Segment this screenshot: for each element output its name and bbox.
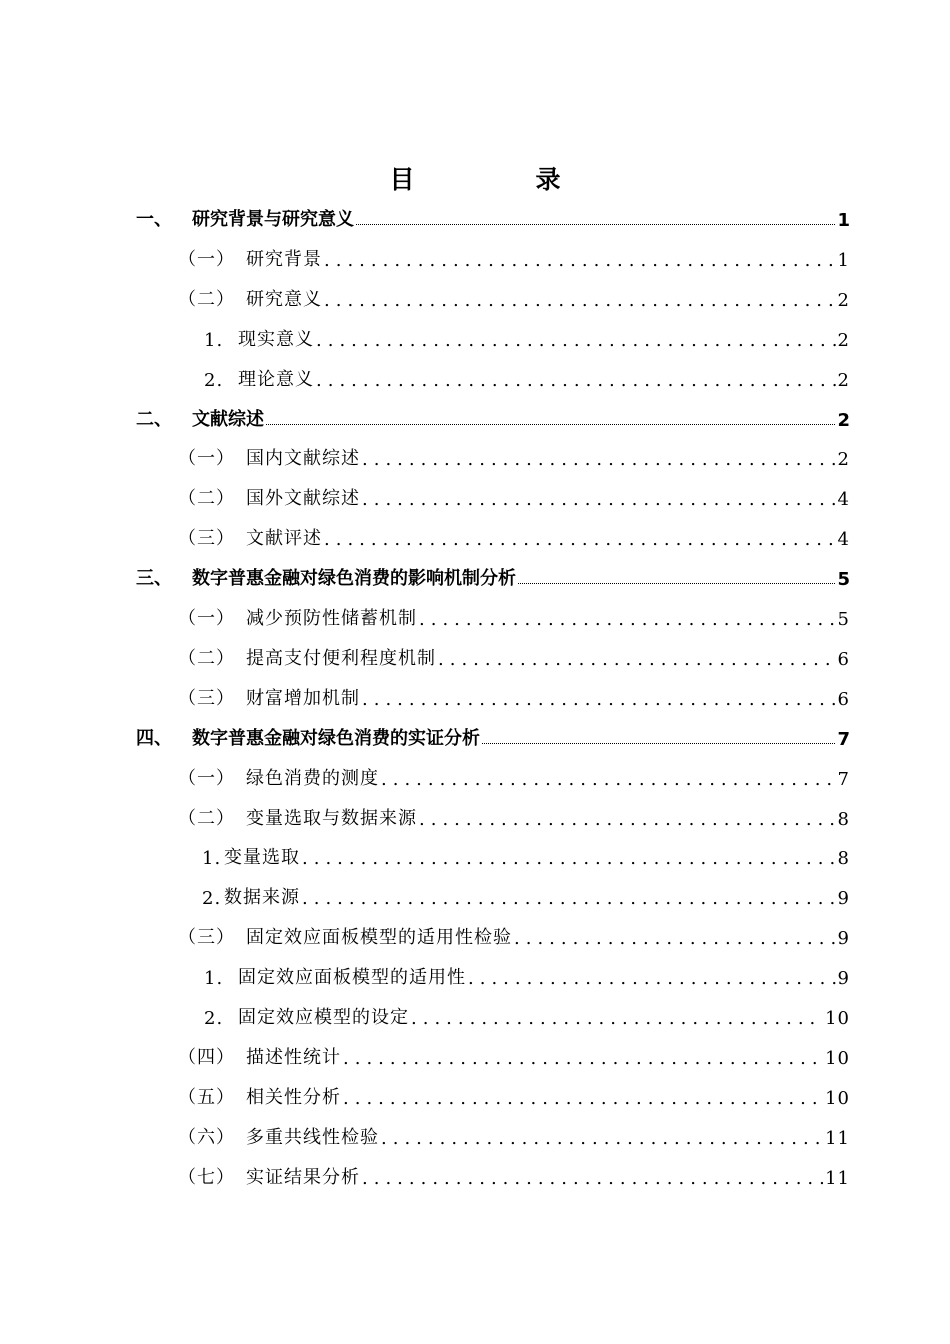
toc-entry-number: 1. (204, 329, 224, 351)
toc-entry-title: 提高支付便利程度机制 (246, 647, 436, 669)
toc-entry-title: 数字普惠金融对绿色消费的实证分析 (192, 727, 480, 749)
toc-entry-number: （一） (178, 608, 235, 629)
toc-dot-leader (419, 609, 836, 630)
toc-entry-page: 10 (825, 1008, 850, 1029)
toc-entry-page: 1 (837, 249, 850, 271)
toc-entry[interactable] (202, 841, 850, 869)
toc-entry-page: 2 (837, 289, 850, 311)
toc-entry-number: （四） (178, 1046, 235, 1068)
toc-entry-page: 7 (837, 728, 850, 750)
toc-dot-leader (362, 689, 836, 710)
toc-entry[interactable] (202, 881, 850, 909)
toc-dot-leader (438, 649, 836, 670)
toc-entry-number: （五） (178, 1086, 235, 1108)
toc-entry-page: 5 (837, 609, 850, 630)
toc-entry-page: 2 (837, 369, 850, 391)
toc-entry[interactable] (204, 1001, 850, 1029)
toc-entry-title: 相关性分析 (246, 1086, 341, 1108)
toc-entry-number: （一） (178, 767, 235, 789)
toc-dot-leader (302, 848, 836, 869)
toc-entry-title: 研究背景与研究意义 (192, 209, 354, 230)
toc-entry[interactable] (178, 762, 850, 790)
toc-entry-page: 9 (837, 928, 850, 950)
toc-entry[interactable] (136, 203, 850, 231)
toc-entry-number: （二） (178, 807, 235, 829)
toc-entry-title: 数字普惠金融对绿色消费的影响机制分析 (192, 568, 516, 590)
toc-entry[interactable] (136, 403, 850, 431)
toc-entry-title: 数据来源 (224, 887, 300, 909)
toc-entry[interactable] (178, 482, 850, 510)
toc-entry-page: 8 (837, 808, 850, 830)
toc-dot-leader (324, 250, 836, 271)
toc-dot-leader (356, 224, 835, 225)
toc-entry[interactable] (178, 602, 850, 630)
toc-dot-leader (324, 529, 836, 550)
toc-entry[interactable] (178, 1161, 850, 1189)
toc-dot-leader (316, 330, 836, 351)
toc-entry-title: 描述性统计 (246, 1046, 341, 1068)
page-title: 目 录 (389, 165, 609, 194)
toc-entry-page: 2 (837, 409, 850, 431)
toc-entry-title: 现实意义 (238, 328, 314, 350)
toc-dot-leader (343, 1048, 823, 1069)
toc-entry-number: （二） (178, 288, 235, 310)
toc-entry-page: 2 (837, 449, 850, 471)
toc-entry-page: 10 (825, 1047, 850, 1069)
toc-entry-title: 减少预防性储蓄机制 (246, 608, 417, 629)
toc-entry-number: （一） (178, 248, 235, 270)
toc-dot-leader (411, 1008, 823, 1029)
toc-entry-number: 2. (202, 888, 222, 910)
toc-entry-title: 固定效应模型的设定 (238, 1007, 409, 1028)
toc-entry-title: 国外文献综述 (246, 488, 360, 510)
toc-dot-leader (302, 888, 836, 909)
toc-entry-page: 5 (837, 569, 850, 591)
toc-entry-number: 二、 (136, 408, 172, 430)
toc-entry-title: 绿色消费的测度 (246, 767, 379, 789)
toc-entry-page: 9 (837, 888, 850, 910)
toc-entry-title: 实证结果分析 (246, 1166, 360, 1188)
toc-entry-number: （三） (178, 528, 235, 550)
toc-entry-number: （三） (178, 687, 235, 709)
toc-entry[interactable] (178, 642, 850, 670)
toc-entry-page: 11 (825, 1167, 850, 1189)
toc-entry-title: 文献评述 (246, 528, 322, 550)
toc-entry-number: 2. (204, 1008, 224, 1029)
toc-entry[interactable] (136, 722, 850, 750)
toc-entry-number: 四、 (136, 727, 172, 749)
toc-entry-title: 变量选取与数据来源 (246, 807, 417, 829)
toc-entry[interactable] (178, 522, 850, 550)
toc-entry-number: （二） (178, 647, 235, 669)
toc-entry[interactable] (204, 323, 850, 351)
toc-entry-number: 1. (204, 968, 224, 990)
toc-entry-title: 研究意义 (246, 288, 322, 310)
toc-entry-page: 6 (837, 688, 850, 710)
toc-entry-number: 一、 (136, 209, 172, 230)
toc-entry-page: 1 (837, 210, 850, 231)
toc-entry-number: 三、 (136, 568, 172, 590)
toc-entry-page: 10 (825, 1087, 850, 1109)
toc-dot-leader (514, 928, 836, 949)
toc-entry-number: （三） (178, 927, 235, 949)
toc-entry[interactable] (178, 682, 850, 710)
toc-entry[interactable] (136, 562, 850, 590)
toc-entry-number: 2. (204, 369, 224, 391)
toc-dot-leader (324, 290, 836, 311)
toc-entry[interactable] (204, 961, 850, 989)
toc-entry-page: 4 (837, 529, 850, 551)
toc-dot-leader (343, 1088, 823, 1109)
toc-entry[interactable] (178, 442, 850, 470)
toc-entry-page: 4 (837, 489, 850, 511)
toc-entry[interactable] (178, 243, 850, 271)
toc-entry-page: 11 (825, 1127, 850, 1149)
toc-dot-leader (381, 1128, 823, 1149)
toc-entry-page: 2 (837, 329, 850, 351)
toc-dot-leader (419, 809, 836, 830)
toc-entry[interactable] (178, 921, 850, 949)
toc-dot-leader (482, 743, 835, 744)
toc-entry-page: 9 (837, 968, 850, 990)
toc-entry-number: （七） (178, 1166, 235, 1188)
toc-entry[interactable] (178, 1081, 850, 1109)
toc-dot-leader (381, 769, 836, 790)
toc-entry-number: （六） (178, 1126, 235, 1148)
toc-entry[interactable] (178, 1041, 850, 1069)
toc-dot-leader (518, 583, 835, 584)
toc-entry-title: 固定效应面板模型的适用性检验 (246, 927, 512, 949)
toc-entry-title: 理论意义 (238, 368, 314, 390)
toc-dot-leader (362, 1168, 823, 1189)
toc-entry[interactable] (178, 802, 850, 830)
toc-entry[interactable] (178, 1121, 850, 1149)
toc-entry-number: （一） (178, 448, 235, 470)
toc-entry-number: 1. (202, 848, 222, 870)
toc-entry-title: 研究背景 (246, 248, 322, 270)
toc-entry-title: 文献综述 (192, 408, 264, 430)
toc-entry[interactable] (178, 283, 850, 311)
toc-dot-leader (468, 968, 836, 989)
toc-entry-title: 财富增加机制 (246, 687, 360, 709)
toc-dot-leader (362, 489, 836, 510)
toc-entry-title: 固定效应面板模型的适用性 (238, 967, 466, 989)
toc-dot-leader (362, 449, 836, 470)
toc-entry-title: 变量选取 (224, 847, 300, 869)
toc-entry-page: 6 (837, 648, 850, 670)
toc-entry-number: （二） (178, 488, 235, 510)
toc-dot-leader (316, 370, 836, 391)
toc-entry[interactable] (204, 363, 850, 391)
toc-dot-leader (266, 424, 835, 425)
toc-entry-page: 8 (837, 848, 850, 870)
toc-entry-title: 国内文献综述 (246, 448, 360, 470)
toc-entry-title: 多重共线性检验 (246, 1126, 379, 1148)
toc-entry-page: 7 (837, 768, 850, 790)
